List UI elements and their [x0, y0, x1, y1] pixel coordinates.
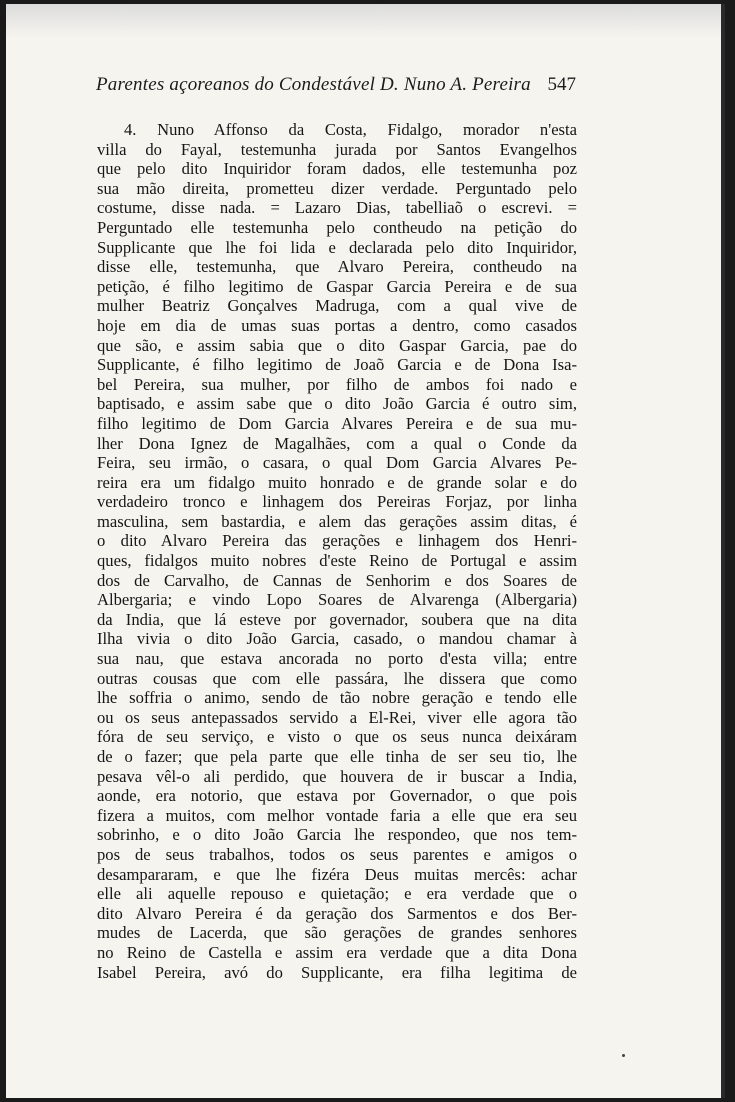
text-line: elle ali aquelle repouso e quietação; e era verdade que o — [97, 884, 577, 904]
text-line: villa do Fayal, testemunha jurada por Santos Evangelhos — [97, 139, 577, 159]
text-line: mudes de Lacerda, que são gerações de grandes senhores — [97, 923, 577, 943]
text-line: que pelo dito Inquiridor foram dados, elle testemunha poz — [97, 159, 577, 179]
text-line: fóra de seu serviço, e visto o que os seus nunca deixáram — [97, 727, 577, 747]
text-line: bel Pereira, sua mulher, por filho de ambos foi nado e — [97, 374, 577, 394]
text-line: petição, é filho legitimo de Gaspar Garcia Pereira e de sua — [97, 276, 577, 296]
text-line: dito Alvaro Pereira é da geração dos Sarmentos e dos Ber- — [97, 903, 577, 923]
text-line: outras cousas que com elle passára, lhe dissera que como — [97, 668, 577, 688]
text-line: Perguntado elle testemunha pelo contheudo na petição do — [97, 217, 577, 237]
text-line: no Reino de Castella e assim era verdade que a dita Dona — [97, 942, 577, 962]
text-line: sua mão direita, prometteu dizer verdade. Perguntado pelo — [97, 178, 577, 198]
text-line: masculina, sem bastardia, e alem das gerações assim ditas, é — [97, 511, 577, 531]
scan-speck — [622, 1054, 625, 1057]
text-line: desampararam, e que lhe fizéra Deus muitas mercês: achar — [97, 864, 577, 884]
text-line: ques, fidalgos muito nobres d'este Reino de Portugal e assim — [97, 551, 577, 571]
text-line: filho legitimo de Dom Garcia Alvares Pereira e de sua mu- — [97, 413, 577, 433]
text-line: mulher Beatriz Gonçalves Madruga, com a qual vive de — [97, 296, 577, 316]
text-line: sua nau, que estava ancorada no porto d'esta villa; entre — [97, 649, 577, 669]
text-line: sobrinho, e o dito João Garcia lhe respondeo, que nos tem- — [97, 825, 577, 845]
text-line: Albergaria; e vindo Lopo Soares de Alvarenga (Albergaria) — [97, 590, 577, 610]
body-text — [97, 120, 577, 982]
text-line: que são, e assim sabia que o dito Gaspar Garcia, pae do — [97, 335, 577, 355]
text-line: 4. Nuno Affonso da Costa, Fidalgo, morador n'esta — [124, 120, 577, 139]
book-page — [6, 4, 725, 1098]
text-line: da India, que lá esteve por governador, soubera que na dita — [97, 609, 577, 629]
text-line: aonde, era notorio, que estava por Governador, o que pois — [97, 786, 577, 806]
text-line: lher Dona Ignez de Magalhães, com a qual o Conde da — [97, 433, 577, 453]
text-line: disse elle, testemunha, que Alvaro Pereira, contheudo na — [97, 257, 577, 277]
text-line: costume, disse nada. = Lazaro Dias, tabelliaõ o escrevi. = — [97, 198, 577, 218]
text-line: reira era um fidalgo muito honrado e de grande solar e do — [97, 472, 577, 492]
text-line: hoje em dia de umas suas portas a dentro, como casados — [97, 315, 577, 335]
text-line: Supplicante que lhe foi lida e declarada pelo dito Inquiridor, — [97, 237, 577, 257]
text-line: pesava vêl-o ali perdido, que houvera de ir buscar a India, — [97, 766, 577, 786]
text-line: baptisado, e assim sabe que o dito João Garcia é outro sim, — [97, 394, 577, 414]
scan-shading — [6, 4, 725, 38]
scan-border — [721, 4, 725, 1098]
running-head — [96, 74, 576, 104]
text-line: fizera a muitos, com melhor vontade faria a elle que era seu — [97, 805, 577, 825]
text-line: Supplicante, é filho legitimo de Joaõ Garcia e de Dona Isa- — [97, 355, 577, 375]
text-line: o dito Alvaro Pereira das gerações e linhagem dos Henri- — [97, 531, 577, 551]
text-line: verdadeiro tronco e linhagem dos Pereiras Forjaz, por linha — [97, 492, 577, 512]
text-line: de o fazer; que pela parte que elle tinha de ser seu tio, lhe — [97, 747, 577, 766]
text-line: pos de seus trabalhos, todos os seus parentes e amigos o — [97, 844, 577, 864]
text-line: Isabel Pereira, avó do Supplicante, era filha legitima de — [97, 962, 577, 982]
text-line: ou os seus antepassados servido a El-Rei, viver elle agora tão — [97, 707, 577, 727]
text-line: lhe soffria o animo, sendo de tão nobre geração e tendo elle — [97, 688, 577, 708]
running-title: Parentes açoreanos do Condestável D. Nuno A. Pereira — [96, 74, 531, 95]
page-number: 547 — [547, 74, 576, 95]
text-line: dos de Carvalho, de Cannas de Senhorim e dos Soares de — [97, 570, 577, 590]
text-line: Feira, seu irmão, o casara, o qual Dom Garcia Alvares Pe- — [97, 453, 577, 473]
text-line: Ilha vivia o dito João Garcia, casado, o mandou chamar à — [97, 629, 577, 649]
